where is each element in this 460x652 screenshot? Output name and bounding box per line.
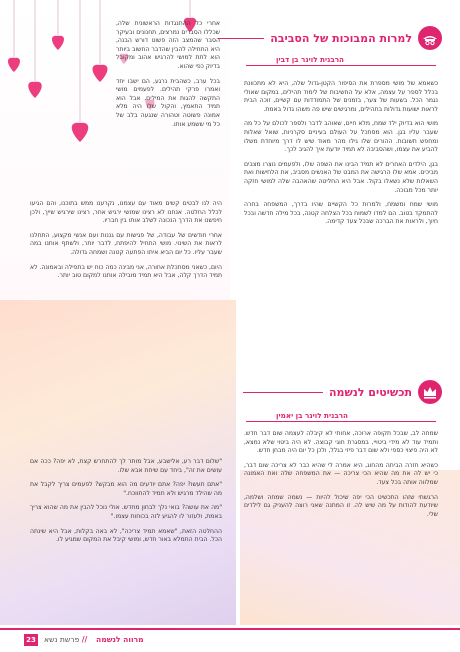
quote-paragraph: "שלום דבר רע, אלישבע, אבל מותר לך להתחרש קצת, לא יפה? ככה אם עושים את זה", ביחד עם שיחת אבא שלו. <box>30 458 222 474</box>
bottom-section-title: תכשיטים לנשמה <box>328 386 412 399</box>
top-article-body <box>244 80 438 233</box>
bottom-byline: הרבנית לוינר בן יאמין <box>276 411 348 420</box>
paragraph: כשהיא חזרה הביתה מהחוג, היא אמרה לי שהיא כבר לא צריכה שום דבר, כי יש לה את מה שהיא הכי צריכה — את המשפחה שלה ואת האמונה שמלווה אותה בכל צעד. <box>244 461 438 486</box>
quote-paragraph: "אתם תעשו? יפה? אתם יודעים מה הוא מבקש? לפעמים צריך לקבל את מה שהילד מרגיש ולא תמיד להתווכח." <box>30 481 222 497</box>
top-section-header <box>218 32 412 45</box>
left-column-top <box>116 20 220 135</box>
title-rule <box>218 38 264 39</box>
paragraph: בגן, הילדים האחרים לא תמיד הבינו את השפה שלו, ולפעמים נוצרו מצבים מביכים. אמא שלו הרגישה את המבט של האנשים מסביב, את הלחישות ואת השאלות שלא נשאלו בקול. אבל היא החליטה שהאהבה שלה למושי חזקה יותר מכל מבוכה. <box>244 160 438 194</box>
paragraph: היה לנו לבטים קשים מאוד עם עצמנו, נקרענו ממש בתוכנו, והם הגיעו לכלל החלטה. אנחנו לא רצינו שמושי ירגיש אחר, רצינו שירגיש שייך, ולכן חיפשנו את הדרך הנכונה לשלב אותו בין חבריו. <box>30 200 222 225</box>
crown-icon <box>418 380 442 404</box>
footer-parasha-label: פרשת נשא <box>44 635 80 644</box>
paragraph: מושי שמח ומשמח, ולמרות כל הקשיים שהיו בדרך, המשפחה בחרה להתמקד בטוב. הם למדו לשמוח בכל הצלחה קטנה, בכל מילה חדשה ובכל חיוך, ולראות את הברכה שבכל צעד קדימה. <box>244 201 438 226</box>
paragraph: אחרי כל ההתנגדות הראשונית שלה, שכללו הסברים נמרצים, תחנונים ובעיקר הסבר שהמצב הזה פשוט דורש הבנה, היא התחילה להבין שהדבר החשוב ביותר הוא לתת למושי להרגיש אהוב ומקובל בדיוק כפי שהוא. <box>116 20 220 70</box>
left-column-middle <box>30 200 222 287</box>
top-section-title: למרות המבוכות של הסביבה <box>270 32 412 45</box>
paragraph: כשאמא של מושי מספרת את הסיפור הקטן-גדול שלה, היא לא מתכוונת בכלל לספר על עצמה, אלא על החשיבות של לימוד תהילים, במקום שאולי נגמר הכל. בשעות של צער, בזמנים של התמודדות עם קשיים, זוכה הבית לראות ישועות גדולות בתהילים, ומרגישים שיש פה משהו גדול באמת. <box>244 80 438 113</box>
footer-magazine <box>96 635 144 644</box>
paragraph: היום, כשאני מסתכלת אחורה, אני מבינה כמה כוח יש בתפילה ובאמונה. לא תמיד הדרך קלה, אבל היא תמיד מובילה אותנו למקום טוב יותר. <box>30 263 222 280</box>
paragraph: שמחה לב, שבכל תקופה ארוכה, אחותי לא קיבלה לעצמה שום דבר חדש. ותמיד עוד לא מידי ביטויי, במסגרת חוגי קבוצה. לא היה ביטוי שלא נמצא, לא היה פיצוי כספי ולא שום דבר פיזי בגלל, ולכן כל יום היה מבחן חדש. <box>244 430 438 455</box>
paragraph: הרגשתי שזהו התכשיט הכי יפה שיכול להיות — נשמה שמחה ושלמה, שיודעת להודות על מה שיש לה. זו המתנה שאני רוצה להעניק גם לילדים שלי. <box>244 493 438 518</box>
top-byline: הרבנית לוינר בן דבין <box>276 55 344 64</box>
footer-separator: // <box>81 635 88 644</box>
paragraph: מושי הוא בדיוק ילד שמח, מלא חיים, שאוהב לדבר ולספר לכולם על כל מה שעבר עליו בגן. הוא מסתכל על העולם בעיניים סקרניות, שואל שאלות ומחפש תשובות. ההורים שלו גילו מהר מאוד שיש לו דרך מיוחדת משלו להביע את עצמו, ושהסביבה לא תמיד יודעת איך להגיב לכך. <box>244 120 438 154</box>
quote-paragraph: "מה את עושה? בואי נלך לבחון מחדש. אולי נוכל להבין את מה שהוא צריך באמת, ולעזור לו להגיע לזה בכוחות עצמו." <box>30 504 222 520</box>
page-number: 23 <box>24 634 38 646</box>
paragraph: בכל ערב, כשהבית נרגע, הם ישבו יחד ואמרו פרקי תהילים. לפעמים מושי התקשה להגות את המילים, אבל הוא תמיד התאמץ, והקול שלו היה מלא אמונה פשוטה וטהורה שנגעה בלב של כל מי ששמע אותו. <box>116 77 220 128</box>
bottom-section-header <box>243 386 412 399</box>
title-rule <box>243 392 323 393</box>
paragraph: אחרי חודשים של עבודה, של פגישות עם גננות ועם אנשי מקצוע, התחלנו לראות את השינוי. מושי התחיל להיפתח, לדבר יותר, ולשתף אותנו במה שעבר עליו. כל יום הביא איתו הפתעה קטנה ושמחה גדולה. <box>30 231 222 256</box>
detective-hat-icon <box>418 26 442 50</box>
quote-paragraph: ההחלטה הזאת, "שאמא תמיד צריכה", לא באה בקלות, אבל היא שינתה הכל. הבית התמלא באור חדש, ומושי קיבל את המקום שמגיע לו. <box>30 527 222 544</box>
footer-parasha <box>44 635 87 644</box>
left-column-bottom <box>30 458 222 551</box>
bottom-article-body <box>244 430 438 525</box>
page-footer <box>0 628 460 652</box>
footer-magazine-label: מרווה לנשמה <box>96 635 144 644</box>
